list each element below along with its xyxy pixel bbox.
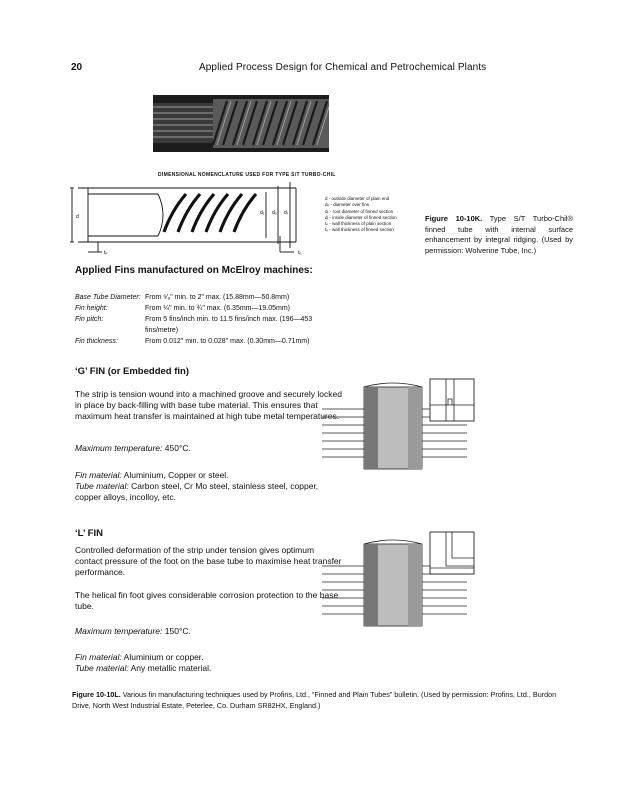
spec-row: [75, 336, 325, 347]
caption-label: Figure 10-10L.: [72, 690, 121, 699]
symbol-d: d: [76, 214, 79, 220]
legend-item: dₒ - diameter over fins: [325, 202, 369, 208]
symbol-to: tₒ: [298, 250, 302, 256]
g-fin-materials: [75, 470, 343, 504]
max-temp-label: Maximum temperature:: [75, 443, 163, 453]
page-number: 20: [71, 62, 83, 73]
spec-label: Fin pitch:: [75, 316, 104, 323]
l-fin-description-2: The helical fin foot gives considerable corrosion protection to the base tube.: [75, 590, 339, 612]
g-fin-heading: ‘G’ FIN (or Embedded fin): [75, 366, 189, 377]
fin-specs: [75, 292, 325, 347]
legend-item: tₚ - wall thickness of plain section: [325, 221, 392, 227]
g-fin-illustration: [322, 375, 480, 475]
fin-material-value: Aluminium, Copper or steel.: [123, 470, 229, 480]
legend-item: tₒ - wall thickness of finned section: [325, 227, 394, 233]
spec-label: Base Tube Diameter:: [75, 294, 141, 301]
l-fin-description: Controlled deformation of the strip under tension gives optimum contact pressure of the foot on the base tube to maximise heat transfer performance.: [75, 545, 342, 578]
max-temp-label: Maximum temperature:: [75, 626, 163, 636]
caption-label: Figure 10-10K.: [425, 214, 483, 223]
tube-material-label: Tube material:: [75, 481, 129, 492]
caption-text: Various fin manufacturing techniques used by Profins, Ltd., “Finned and Plain Tubes” bulletin. (Used by permission: Profins, Ltd., Burdon Drive, North West Industrial Estate, Peterlee, Co. Durham SR82HX, England.): [72, 690, 557, 710]
max-temp-value: 150°C.: [164, 626, 191, 636]
applied-fins-heading: Applied Fins manufactured on McElroy machines:: [75, 265, 313, 276]
symbol-do: dₒ: [272, 210, 277, 216]
fin-material-label: Fin material:: [75, 652, 122, 662]
finned-tube-photo: [153, 95, 329, 152]
legend-item: d - outside diameter of plain end: [325, 196, 390, 201]
nomenclature-title: DIMENSIONAL NOMENCLATURE USED FOR TYPE S/T TURBO-CHIL: [158, 172, 336, 178]
l-fin-illustration: [322, 528, 480, 628]
symbol-dr: dᵣ: [284, 210, 288, 216]
tube-material-value: Any metallic material.: [130, 663, 212, 674]
l-fin-max-temp: [75, 626, 191, 637]
spec-row: [75, 303, 325, 314]
fin-material-value: Aluminium or copper.: [123, 652, 204, 662]
book-title: Applied Process Design for Chemical and Petrochemical Plants: [199, 62, 487, 73]
tube-material-value: Carbon steel, Cr Mo steel, stainless steel, copper, copper alloys, incolloy, etc.: [75, 481, 319, 503]
fin-material-label: Fin material:: [75, 470, 122, 480]
g-fin-description: The strip is tension wound into a machined groove and securely locked in place by back-filling with base tube material. This ensures that maximum heat transfer is maintained at high tube metal temperatures.: [75, 389, 342, 422]
figure-caption-10-10l: [72, 690, 562, 711]
spec-label: Fin height:: [75, 305, 108, 312]
l-fin-heading: ‘L’ FIN: [75, 528, 103, 539]
spec-value: From ¼" min. to ¾" max. (6.35mm—19.05mm): [145, 305, 291, 312]
figure-caption-10-10k: [425, 214, 573, 256]
max-temp-value: 450°C.: [164, 443, 191, 453]
l-fin-materials: [75, 652, 343, 674]
symbol-tp: tₚ: [104, 250, 108, 256]
caption-text: Type S/T Turbo-Chil® finned tube with internal surface enhancement by integral ridging. (Used by permission: Wolverine Tube, Inc.): [425, 214, 573, 255]
spec-row: [75, 314, 325, 336]
nomenclature-legend: [325, 196, 397, 234]
spec-row: [75, 292, 325, 303]
spec-label: Fin thickness:: [75, 338, 118, 345]
nomenclature-diagram: [68, 180, 324, 256]
legend-item: dᵢ - inside diameter of finned section: [325, 214, 397, 220]
spec-value: From ⁶⁄₈" min. to 2" max. (15.88mm—50.8mm): [145, 294, 290, 301]
legend-item: dᵣ - root diameter of finned section: [325, 208, 394, 214]
spec-value: From 5 fins/inch min. to 11.5 fins/inch max. (196—453 fins/metre): [145, 316, 313, 334]
spec-value: From 0.012" min. to 0.028" max. (0.30mm—0.71mm): [145, 338, 310, 345]
g-fin-max-temp: [75, 443, 191, 454]
tube-material-label: Tube material:: [75, 663, 129, 674]
symbol-di: d₁: [260, 210, 265, 216]
